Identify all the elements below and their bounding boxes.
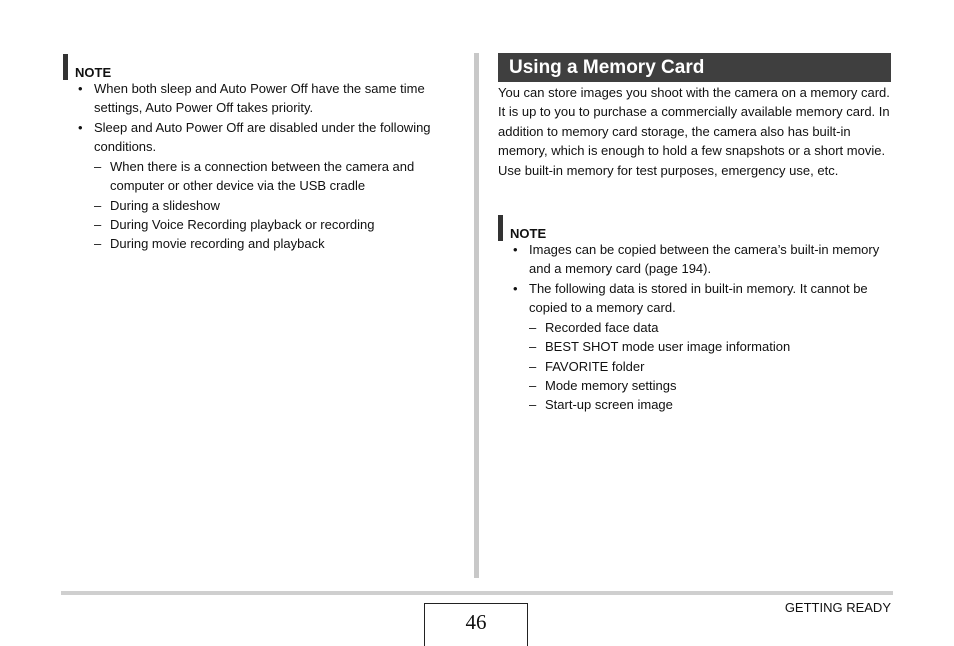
list-item [78, 79, 463, 118]
dash-icon: – [529, 359, 537, 374]
note-bar-icon [498, 215, 503, 241]
dash-icon: – [529, 397, 537, 412]
list-sub-item [529, 337, 889, 356]
list-item-text: Sleep and Auto Power Off are disabled under the following conditions. [94, 120, 431, 155]
list-sub-item [529, 376, 889, 395]
dash-icon: – [529, 378, 537, 393]
list-sub-item [529, 357, 889, 376]
chapter-title: GETTING READY [784, 600, 891, 615]
list-item-text: The following data is stored in built-in memory. It cannot be copied to a memory card. [529, 281, 868, 316]
list-sub-item-text: During a slideshow [110, 198, 220, 213]
list-item [513, 240, 893, 279]
list-sub-item [94, 196, 454, 215]
bullet-icon: • [78, 120, 83, 135]
footer-rule [61, 591, 893, 595]
dash-icon: – [94, 236, 102, 251]
bullet-icon: • [78, 81, 83, 96]
list-sub-item-text: BEST SHOT mode user image information [545, 339, 791, 354]
list-sub-item [94, 215, 454, 234]
list-sub-item-text: When there is a connection between the camera and computer or other device via the USB cradle [110, 159, 415, 194]
bullet-icon: • [513, 242, 518, 257]
dash-icon: – [94, 159, 102, 174]
note-label: NOTE [75, 65, 112, 80]
section-heading: Using a Memory Card [498, 53, 891, 82]
list-sub-item-text: During movie recording and playback [110, 236, 325, 251]
list-sub-item-text: Mode memory settings [545, 378, 677, 393]
column-divider [474, 53, 479, 578]
list-item-text: Images can be copied between the camera’s built-in memory and a memory card (page 194). [529, 242, 880, 277]
list-item [513, 279, 893, 318]
list-item-text: When both sleep and Auto Power Off have the same time settings, Auto Power Off takes priority. [94, 81, 425, 116]
section-body: You can store images you shoot with the camera on a memory card. It is up to you to purchase a commercially available memory card. In addition to memory card storage, the camera also has built-in memory, which is enough to hold a few snapshots or a short movie. Use built-in memory for test purposes, emergency use, etc. [498, 85, 890, 178]
bullet-icon: • [513, 281, 518, 296]
note-label: NOTE [510, 226, 547, 241]
list-sub-item [529, 395, 889, 414]
dash-icon: – [529, 320, 537, 335]
dash-icon: – [94, 198, 102, 213]
dash-icon: – [529, 339, 537, 354]
note-bar-icon [63, 54, 68, 80]
dash-icon: – [94, 217, 102, 232]
list-sub-item-text: Start-up screen image [545, 397, 673, 412]
list-sub-item [94, 157, 454, 196]
list-item [78, 118, 463, 157]
list-sub-item-text: FAVORITE folder [545, 359, 645, 374]
right-note-heading [498, 215, 546, 241]
list-sub-item [94, 234, 454, 253]
list-sub-item-text: During Voice Recording playback or recording [110, 217, 375, 232]
page-number: 46 [424, 603, 528, 646]
list-sub-item [529, 318, 889, 337]
list-sub-item-text: Recorded face data [545, 320, 659, 335]
left-note-heading [63, 54, 111, 80]
